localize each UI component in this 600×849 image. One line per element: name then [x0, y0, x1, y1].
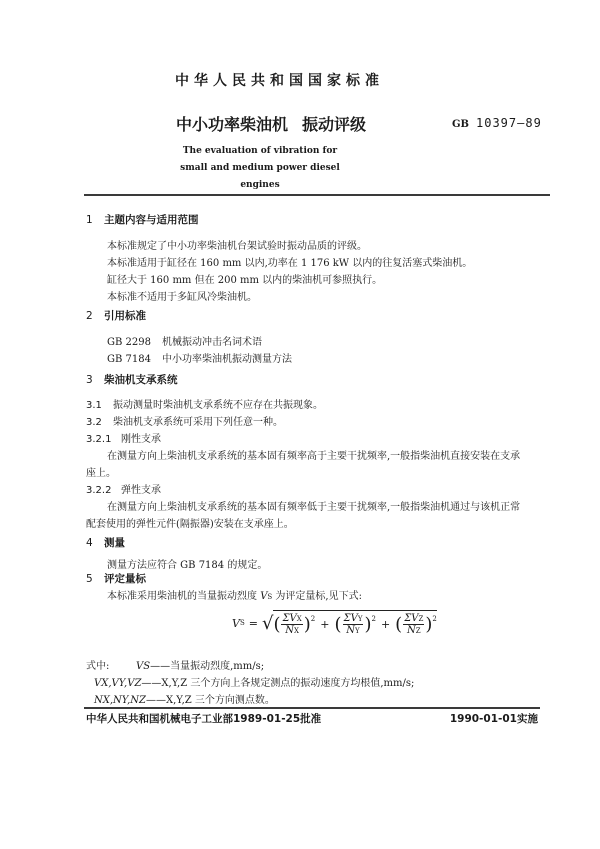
formula-legend-row	[94, 691, 275, 706]
numerator: ΣV	[282, 613, 297, 624]
section-4-heading	[86, 535, 125, 550]
subscript: Z	[418, 615, 424, 623]
intro-text: 本标准采用柴油机的当量振动烈度	[107, 591, 261, 602]
title-part-1: 中小功率柴油机	[176, 115, 289, 134]
paragraph: 在测量方向上柴油机支承系统的基本固有频率高于主要干扰频率,一般指柴油机直接安装在支承	[107, 451, 521, 462]
paragraph: 缸径大于 160 mm 但在 200 mm 以内的柴油机可参照执行。	[107, 275, 383, 286]
section-5-heading	[86, 571, 146, 586]
section-number: 5	[86, 573, 93, 585]
legend-symbol: VX,VY,VZ	[94, 678, 142, 689]
footer-divider	[84, 707, 540, 709]
legend-symbol: NX,NY,NZ	[94, 695, 146, 706]
national-standard-label: 中华人民共和国国家标准	[175, 73, 384, 89]
section-title: 评定量标	[104, 573, 146, 585]
clause-title: 弹性支承	[121, 485, 161, 496]
formula-lhs-subscript: S	[239, 619, 245, 627]
section-number: 2	[86, 310, 93, 322]
subscript: Y	[357, 615, 363, 623]
radicand: ( $\frac{\text{ΣVX}}{NX}$ ) 2 + ( $\frac{\text{ΣVY}}{NY}$ ) 2 + ( $\frac{\text{ΣVZ}}{NZ}$ ) 2	[273, 610, 436, 636]
reference-code: GB 2298	[107, 337, 151, 348]
paragraph: 本标准不适用于多缸风冷柴油机。	[107, 292, 257, 303]
radical-sign: √	[261, 612, 274, 634]
exponent: 2	[371, 614, 376, 623]
reference-item	[107, 350, 292, 365]
document-title-cn	[176, 112, 366, 135]
denominator: N	[285, 625, 294, 636]
section-1-heading	[86, 212, 199, 227]
subscript: Y	[355, 627, 360, 635]
legend-label: 式中:	[86, 661, 110, 672]
section-2-heading	[86, 308, 146, 323]
clause-number: 3.2.1	[86, 434, 112, 445]
section-number: 1	[86, 214, 93, 226]
paragraph: 配套使用的弹性元件(隔振器)安装在支承座上。	[86, 519, 294, 530]
paragraph: 本标准适用于缸径在 160 mm 以内,功率在 1 176 kW 以内的往复活塞式柴油机。	[107, 258, 473, 269]
fraction-x	[281, 613, 302, 636]
implementation-date: 1990-01-01实施	[449, 713, 538, 725]
denominator: N	[346, 625, 356, 636]
fraction-y	[343, 613, 364, 636]
approval-date: 中华人民共和国机械电子工业部1989-01-25批准	[86, 713, 322, 725]
numerator: ΣV	[404, 613, 419, 624]
section-title: 柴油机支承系统	[104, 374, 178, 386]
standard-number	[452, 116, 542, 130]
section-title: 引用标准	[104, 310, 146, 322]
reference-title: 中小功率柴油机振动测量方法	[162, 354, 292, 365]
clause-title: 刚性支承	[121, 434, 161, 445]
paragraph: 测量方法应符合 GB 7184 的规定。	[107, 560, 268, 571]
intro-subscript: S	[267, 593, 273, 601]
clause-3-2-1	[86, 430, 161, 445]
clause-number: 3.2	[86, 417, 102, 428]
clause-3-1	[86, 396, 323, 411]
standard-prefix: GB	[452, 119, 469, 130]
formula-legend-row	[94, 674, 414, 689]
reference-code: GB 7184	[107, 354, 151, 365]
header-divider	[84, 194, 550, 196]
section-number: 3	[86, 374, 93, 386]
intro-variable: V	[260, 591, 268, 602]
formula-legend-row	[86, 657, 264, 672]
document-title-en: The evaluation of vibration for small and medium power diesel engines	[180, 146, 340, 190]
paragraph	[107, 587, 362, 602]
subscript: X	[296, 615, 302, 623]
title-part-2: 振动评级	[302, 115, 367, 134]
square-root	[262, 610, 437, 636]
standard-code: 10397—89	[476, 116, 542, 130]
paragraph: 在测量方向上柴油机支承系统的基本固有频率低于主要干扰频率,一般指柴油机通过与该机正常	[107, 502, 521, 513]
reference-title: 机械振动冲击名词术语	[162, 337, 262, 348]
fraction-z	[403, 613, 424, 636]
formula-equals: =	[248, 616, 258, 630]
legend-symbol: VS	[136, 661, 151, 672]
vibration-severity-formula	[232, 610, 437, 636]
subscript: X	[294, 627, 299, 635]
clause-number: 3.2.2	[86, 485, 112, 496]
numerator: ΣV	[343, 613, 358, 624]
legend-description: ——X,Y,Z 三个方向上各规定测点的振动速度方均根值,mm/s;	[141, 678, 415, 689]
legend-description: ——X,Y,Z 三个方向测点数。	[146, 695, 275, 706]
clause-3-2-2	[86, 481, 161, 496]
subscript: Z	[415, 627, 421, 635]
legend-description: ——当量振动烈度,mm/s;	[150, 661, 265, 672]
exponent: 2	[310, 614, 316, 623]
intro-text: 为评定量标,见下式:	[272, 591, 362, 602]
formula-lhs: V	[232, 616, 240, 630]
clause-text: 振动测量时柴油机支承系统不应存在共振现象。	[113, 400, 323, 411]
section-title: 测量	[104, 537, 125, 549]
paragraph: 座上。	[86, 468, 116, 479]
exponent: 2	[432, 614, 437, 623]
section-3-heading	[86, 372, 178, 387]
clause-3-2	[86, 413, 283, 428]
section-number: 4	[86, 537, 93, 549]
clause-number: 3.1	[86, 400, 102, 411]
section-title: 主题内容与适用范围	[104, 214, 199, 226]
reference-item	[107, 333, 262, 348]
denominator: N	[406, 625, 416, 636]
paragraph: 本标准规定了中小功率柴油机台架试验时振动品质的评级。	[107, 241, 367, 252]
clause-text: 柴油机支承系统可采用下列任意一种。	[113, 417, 283, 428]
